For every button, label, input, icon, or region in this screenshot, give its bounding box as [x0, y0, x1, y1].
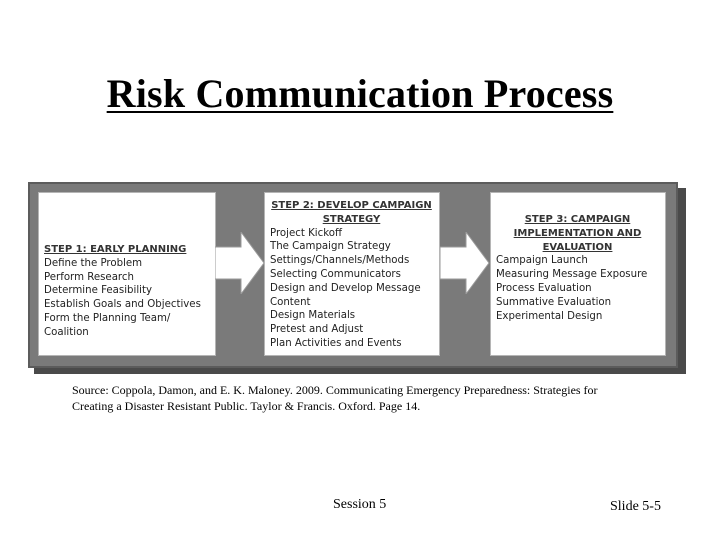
- step-2-item: Design and Develop Message: [270, 282, 421, 294]
- source-line: Source: Coppola, Damon, and E. K. Maloney. 2009. Communicating Emergency Preparedness: Strategies for: [72, 383, 598, 397]
- step-2-item: Plan Activities and Events: [270, 337, 402, 349]
- step-2-item: Project Kickoff: [270, 227, 342, 239]
- slide-number: Slide 5-5: [610, 499, 661, 514]
- process-diagram: [28, 182, 678, 368]
- step-2-box: [264, 192, 440, 356]
- step-3-heading: EVALUATION: [542, 241, 613, 253]
- step-2-item: Content: [270, 296, 311, 308]
- step-3-item: Summative Evaluation: [496, 296, 612, 308]
- step-1-heading: STEP 1: EARLY PLANNING: [44, 244, 187, 255]
- arrow-right-icon: [440, 232, 490, 294]
- step-2-heading: STRATEGY: [322, 213, 381, 225]
- slide-title: Risk Communication Process: [106, 71, 614, 116]
- session-label: Session 5: [333, 497, 387, 512]
- step-1-item: Define the Problem: [44, 257, 143, 269]
- step-2-item: Pretest and Adjust: [270, 324, 364, 336]
- step-1-item: Form the Planning Team/: [44, 312, 171, 324]
- step-2-item: Design Materials: [270, 310, 356, 322]
- step-3-item: Campaign Launch: [496, 255, 588, 267]
- step-1-item: Perform Research: [44, 271, 134, 283]
- step-3-item: Measuring Message Exposure: [496, 269, 648, 281]
- step-1-item: Coalition: [44, 326, 89, 338]
- step-2-heading: STEP 2: DEVELOP CAMPAIGN: [271, 200, 432, 211]
- step-1-item: Determine Feasibility: [44, 285, 153, 297]
- arrow-right-icon: [215, 232, 265, 294]
- step-2-item: Selecting Communicators: [270, 268, 401, 280]
- step-3-item: Experimental Design: [496, 310, 603, 322]
- step-3-box: [490, 192, 666, 356]
- step-1-box: [38, 192, 216, 356]
- step-2-item: The Campaign Strategy: [270, 241, 391, 253]
- step-3-heading: IMPLEMENTATION AND: [513, 227, 642, 239]
- step-2-item: Settings/Channels/Methods: [270, 255, 410, 267]
- step-1-item: Establish Goals and Objectives: [44, 299, 201, 311]
- source-line: Creating a Disaster Resistant Public. Taylor & Francis. Oxford. Page 14.: [72, 399, 421, 413]
- source-citation: [72, 382, 672, 414]
- step-3-heading: STEP 3: CAMPAIGN: [524, 214, 631, 225]
- step-3-item: Process Evaluation: [496, 282, 592, 294]
